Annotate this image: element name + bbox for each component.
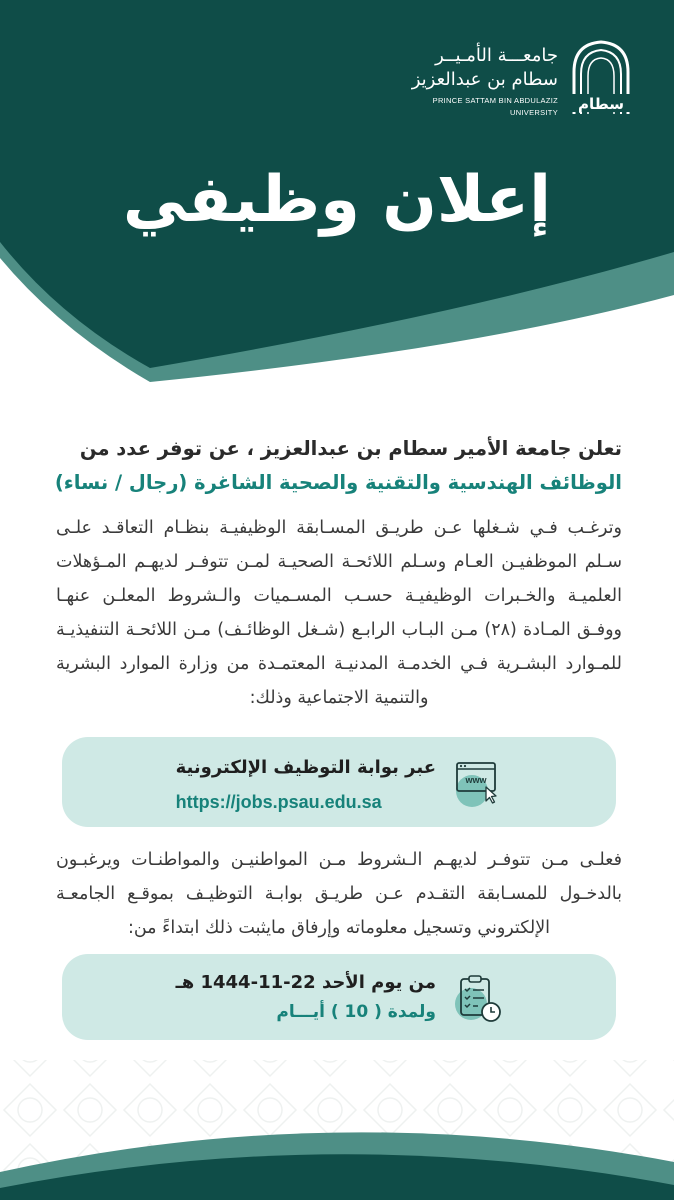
university-emblem-icon: [568, 38, 634, 116]
body-paragraph-1: وترغـب فـي شـغلها عـن طريـق المسـابقة الوظيفيـة بنظـام التعاقـد علـى سـلم الموظفيـن العـام وسـلم اللائحـة الصحيـة لمـن تتوفـر لديهـم المـؤهلات العلميـة والخـبرات الوظيفيـة حسـب المسـميات والـشروط المعلـن عنهـا ووفـق المـادة (٢٨) مـن البـاب الرابـع (شـغل الوظائـف) مـن اللائحـة التنفيذيـة للمـوارد البشـرية فـي الخدمـة المدنيـة المعتمـدة من وزارة الموارد البشرية والتنمية الاجتماعية وذلك:: [56, 518, 622, 708]
portal-text: [176, 753, 436, 817]
page-title: إعلان وظيفي: [122, 163, 552, 237]
clipboard-clock-icon: [452, 972, 504, 1024]
university-logo: [394, 38, 634, 123]
web-browser-icon: [452, 757, 504, 809]
portal-title: عبر بوابة التوظيف الإلكترونية: [175, 757, 436, 778]
intro-line1: تعلن جامعة الأمير سطام بن عبدالعزيز ، عن توفر عدد من: [79, 437, 622, 460]
intro-line2: الوظائف الهندسية والتقنية والصحية الشاغرة (رجال / نساء): [54, 471, 622, 494]
university-name-english: PRINCE SATTAM BIN ABDULAZIZ UNIVERSITY: [432, 96, 558, 117]
university-name: [390, 44, 558, 119]
portal-box: [62, 737, 616, 827]
web-icon-text: www: [465, 775, 487, 785]
logo-mark-text: سطام: [578, 95, 624, 113]
date-box: [62, 954, 616, 1040]
university-name-line2: سطام بن عبدالعزيز: [411, 69, 558, 90]
portal-link[interactable]: https://jobs.psau.edu.sa: [175, 792, 382, 812]
date-text: [176, 968, 436, 1026]
duration: ولمدة ( 10 ) أيـــام: [276, 1002, 436, 1022]
start-date: من يوم الأحد 22-11-1444 هـ: [175, 972, 436, 993]
body-paragraph-2: فعلـى مـن تتوفـر لديهـم الـشروط مـن المواطنيـن والمواطنـات ويرغبـون بالدخـول للمسـابقة التقـدم عـن طريـق بوابـة التوظيـف بموقـع الجامعـة الإلكتروني وتسجيل معلوماته وإرفاق مايثبت ذلك ابتداءً من:: [56, 850, 622, 938]
intro-text: [42, 432, 622, 500]
university-name-line1: جامعـــة الأمـيــر: [435, 45, 558, 66]
